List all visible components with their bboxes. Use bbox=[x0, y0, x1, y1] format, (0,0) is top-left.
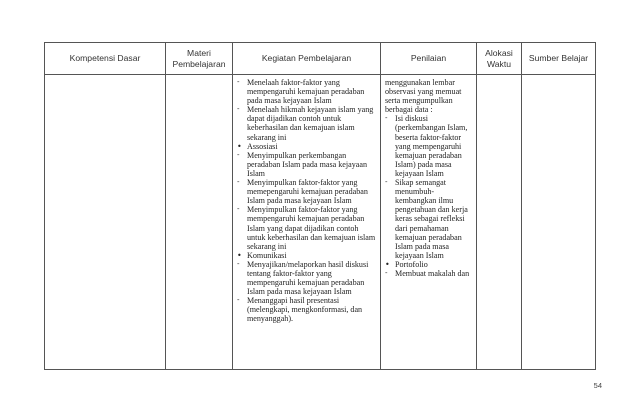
list-item bbox=[237, 296, 377, 323]
header-materi-pembelajaran: Materi Pembelajaran bbox=[166, 43, 233, 75]
list-item-text: Membuat makalah dan bbox=[395, 268, 470, 278]
syllabus-table bbox=[44, 42, 596, 370]
list-item-text: Menanggapi hasil presentasi (melengkapi, mengkonformasi, dan menyanggah). bbox=[247, 296, 363, 324]
list-item bbox=[237, 151, 377, 178]
list-item bbox=[385, 178, 473, 260]
list-item-text: Menyimpulkan faktor-faktor yang mempengaruhi kemajuan peradaban Islam yang dapat dijadikan contoh untuk keberhasilan dan kemajuan islam sekarang ini bbox=[247, 205, 376, 251]
cell-kegiatan-pembelajaran bbox=[233, 75, 381, 370]
list-item-text: Menelaah hikmah kejayaan islam yang dapat dijadikan contoh untuk keberhasilan dan kemajuan islam sekarang ini bbox=[247, 105, 374, 142]
list-item-text: Assosiasi bbox=[247, 141, 278, 151]
list-item bbox=[237, 251, 377, 260]
list-item-text: menggunakan lembar observasi yang memuat serta mengumpulkan berbagai data : bbox=[385, 78, 462, 115]
dash-marker: - bbox=[237, 178, 240, 187]
cell-sumber-belajar bbox=[522, 75, 596, 370]
dash-marker: - bbox=[385, 178, 388, 187]
list-item-text: Menyajikan/melaporkan hasil diskusi tentang faktor-faktor yang mempengaruhi kemajuan peradaban Islam pada masa kejayaan Islam bbox=[247, 259, 369, 297]
list-item-text: Menyimpulkan perkembangan peradaban Islam pada masa kejayaan Islam bbox=[247, 150, 367, 178]
dash-marker: - bbox=[237, 78, 240, 86]
cell-alokasi-waktu bbox=[477, 75, 522, 370]
list-item bbox=[237, 78, 377, 105]
kegiatan-list bbox=[233, 75, 380, 324]
list-item bbox=[385, 114, 473, 178]
dash-marker: - bbox=[237, 259, 240, 268]
page-number: 54 bbox=[593, 381, 602, 390]
dash-marker: - bbox=[237, 150, 240, 159]
table-row bbox=[45, 75, 596, 370]
cell-kompetensi-dasar bbox=[45, 75, 166, 370]
list-item-text: Sikap semangat menumbuh-kembangkan ilmu pengetahuan dan kerja keras sebagai refleksi dari pemahaman kemajuan peradaban Islam pada masa kejayaan Islam bbox=[395, 178, 468, 260]
dash-marker: - bbox=[385, 268, 388, 277]
list-item bbox=[237, 260, 377, 296]
list-item bbox=[237, 142, 377, 151]
bullet-icon: • bbox=[385, 259, 390, 269]
dash-marker: - bbox=[385, 114, 388, 123]
list-item-text: Komunikasi bbox=[247, 250, 287, 260]
header-sumber-belajar: Sumber Belajar bbox=[522, 43, 596, 75]
list-item bbox=[237, 205, 377, 250]
cell-materi-pembelajaran bbox=[166, 75, 233, 370]
table-header-row bbox=[45, 43, 596, 75]
penilaian-list bbox=[381, 75, 476, 278]
cell-penilaian bbox=[381, 75, 477, 370]
list-item bbox=[385, 260, 473, 269]
bullet-icon: • bbox=[237, 141, 242, 151]
list-item bbox=[237, 105, 377, 141]
header-alokasi-waktu: Alokasi Waktu bbox=[477, 43, 522, 75]
list-item-text: Isi diskusi (perkembangan Islam, beserta faktor-faktor yang mempengaruhi kemajuan peradaban Islam) pada masa kejayaan Islam bbox=[395, 114, 468, 178]
list-item bbox=[385, 269, 473, 278]
dash-marker: - bbox=[237, 105, 240, 114]
header-penilaian: Penilaian bbox=[381, 43, 477, 75]
header-kegiatan-pembelajaran: Kegiatan Pembelajaran bbox=[233, 43, 381, 75]
list-item bbox=[237, 178, 377, 205]
list-item-text: Portofolio bbox=[395, 259, 428, 269]
list-item bbox=[385, 78, 473, 114]
header-kompetensi-dasar: Kompetensi Dasar bbox=[45, 43, 166, 75]
list-item-text: Menelaah faktor-faktor yang mempengaruhi kemajuan peradaban pada masa kejayaan Islam bbox=[247, 78, 365, 106]
list-item-text: Menyimpulkan faktor-faktor yang memepengaruhi kemajuan peradaban Islam pada masa kejayaan Islam bbox=[247, 178, 368, 206]
bullet-icon: • bbox=[237, 250, 242, 260]
dash-marker: - bbox=[237, 205, 240, 214]
dash-marker: - bbox=[237, 296, 240, 305]
